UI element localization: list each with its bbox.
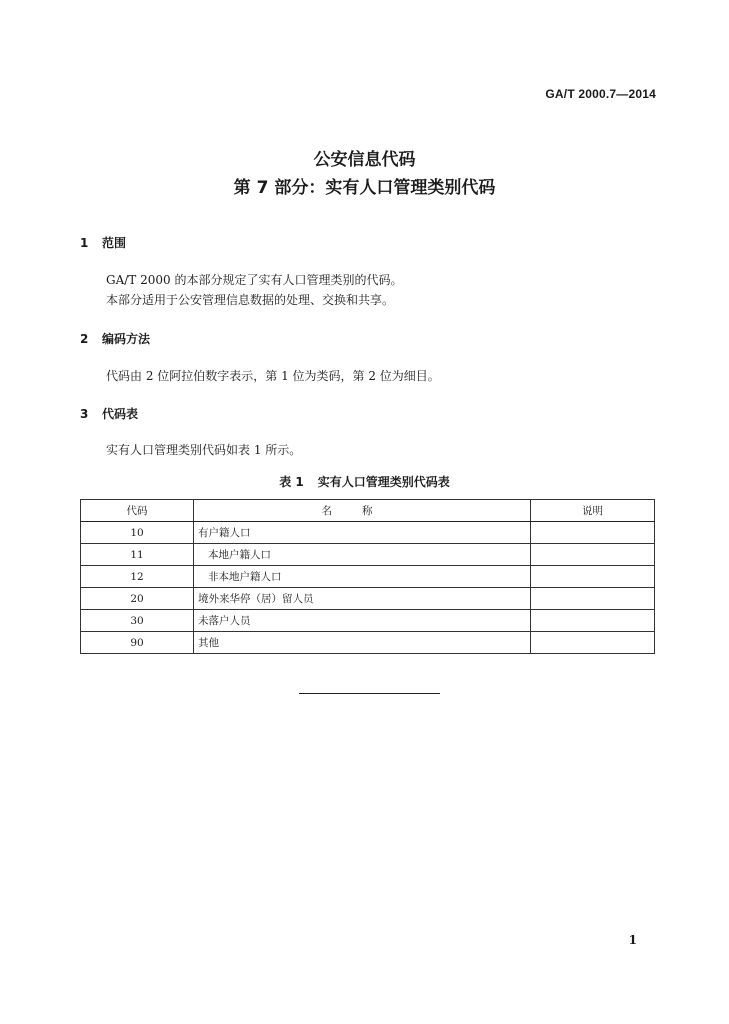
table-header-row [81,500,655,522]
section-3-paragraph-1: 实有人口管理类别代码如表 1 所示。 [106,443,302,457]
title-part: 第 7 部分：实有人口管理类别代码 [233,178,496,198]
table-caption [0,473,729,490]
section-number: 3 [80,407,89,421]
header-note: 说明 [531,500,655,522]
cell-name: 非本地户籍人口 [194,566,531,588]
section-1-paragraph-2: 本部分适用于公安管理信息数据的处理、交换和共享。 [106,293,395,307]
table-caption-label: 表 1 [279,475,304,489]
cell-note [531,544,655,566]
header-name: 名称 [194,500,531,522]
cell-name: 有户籍人口 [194,522,531,544]
category-code-table [80,499,655,654]
title-main: 公安信息代码 [313,150,416,170]
end-of-document-rule [299,693,440,694]
section-2-paragraph-1: 代码由 2 位阿拉伯数字表示，第 1 位为类码，第 2 位为细目。 [106,369,440,383]
cell-code: 12 [81,566,194,588]
cell-name: 境外来华停（居）留人员 [194,588,531,610]
section-title: 代码表 [102,407,139,421]
table-row [81,632,655,654]
header-code: 代码 [81,500,194,522]
cell-code: 20 [81,588,194,610]
table-caption-title: 实有人口管理类别代码表 [317,475,450,489]
table-row [81,522,655,544]
cell-code: 90 [81,632,194,654]
cell-code: 11 [81,544,194,566]
cell-note [531,588,655,610]
section-3-heading [80,405,138,422]
table-row [81,566,655,588]
section-number: 2 [80,332,89,346]
cell-name: 其他 [194,632,531,654]
section-number: 1 [80,236,89,250]
page-number: 1 [628,933,637,947]
cell-note [531,522,655,544]
section-2-heading [80,330,150,347]
cell-code: 10 [81,522,194,544]
cell-note [531,566,655,588]
table-row [81,610,655,632]
document-title [0,146,729,202]
cell-code: 30 [81,610,194,632]
section-1-paragraph-1: GA/T 2000 的本部分规定了实有人口管理类别的代码。 [106,273,403,287]
section-title: 编码方法 [102,332,151,346]
cell-note [531,610,655,632]
cell-name: 未落户人员 [194,610,531,632]
standard-code: GA/T 2000.7—2014 [545,87,656,101]
table-row [81,544,655,566]
section-title: 范围 [102,236,127,250]
table-row [81,588,655,610]
cell-note [531,632,655,654]
cell-name: 本地户籍人口 [194,544,531,566]
section-1-heading [80,234,126,251]
